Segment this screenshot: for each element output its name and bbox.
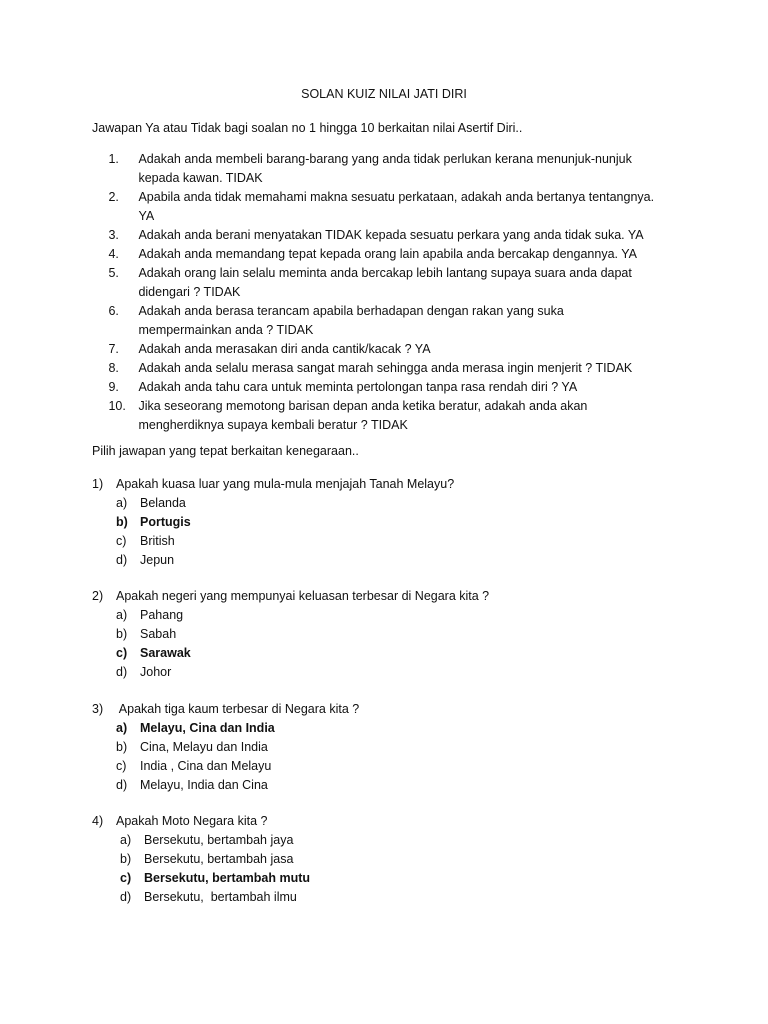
list-item-number: 9. <box>108 380 119 394</box>
section2-heading: Pilih jawapan yang tepat berkaitan kenegaraan.. <box>92 444 359 458</box>
option-text: Cina, Melayu dan India <box>140 740 268 754</box>
question-block-4 <box>92 812 712 907</box>
option-text: Bersekutu, bertambah ilmu <box>144 890 297 904</box>
option-label: d) <box>116 778 128 792</box>
question-number: 1) <box>92 477 104 491</box>
option-label: c) <box>120 871 132 885</box>
intro-text: Jawapan Ya atau Tidak bagi soalan no 1 hingga 10 berkaitan nilai Asertif Diri.. <box>92 121 523 135</box>
answer-option <box>92 850 712 869</box>
option-label: a) <box>116 496 128 510</box>
assertive-question-list <box>92 150 692 435</box>
question-block-2 <box>92 587 712 682</box>
option-text: Jepun <box>140 553 175 567</box>
option-text: Belanda <box>140 496 186 510</box>
question-number: 4) <box>92 814 104 828</box>
list-item-text: kepada kawan. TIDAK <box>138 171 263 185</box>
list-item <box>92 340 692 359</box>
list-item-text: mengherdiknya supaya kembali beratur ? TIDAK <box>138 418 408 432</box>
answer-option <box>92 532 712 551</box>
option-label: b) <box>120 852 132 866</box>
question-number: 3) <box>92 702 104 716</box>
question-text: Apakah kuasa luar yang mula-mula menjajah Tanah Melayu? <box>116 477 455 491</box>
option-label: a) <box>120 833 132 847</box>
question-text: Apakah tiga kaum terbesar di Negara kita ? <box>116 702 360 716</box>
list-item <box>92 264 692 302</box>
list-item <box>92 245 692 264</box>
list-item <box>92 378 692 397</box>
list-item-text: didengari ? TIDAK <box>138 285 241 299</box>
list-item-text: mempermainkan anda ? TIDAK <box>138 323 314 337</box>
question-heading <box>92 812 712 831</box>
option-label: d) <box>116 553 128 567</box>
question-heading <box>92 475 712 494</box>
option-label: c) <box>116 534 127 548</box>
option-label: d) <box>116 665 128 679</box>
option-text: Melayu, Cina dan India <box>140 721 275 735</box>
option-text: British <box>140 534 175 548</box>
list-item <box>92 359 692 378</box>
list-item-text: Adakah anda tahu cara untuk meminta pertolongan tanpa rasa rendah diri ? YA <box>138 380 578 394</box>
list-item-number: 5. <box>108 266 119 280</box>
question-block-1 <box>92 475 712 570</box>
option-label: a) <box>116 721 128 735</box>
option-text: Sabah <box>140 627 177 641</box>
list-item <box>92 188 692 226</box>
question-heading <box>92 587 712 606</box>
list-item <box>92 397 692 435</box>
correct-option <box>92 513 712 532</box>
list-item-text: Adakah anda berani menyatakan TIDAK kepada sesuatu perkara yang anda tidak suka. YA <box>138 228 644 242</box>
answer-option <box>92 831 712 850</box>
correct-option <box>92 719 712 738</box>
option-text: India , Cina dan Melayu <box>140 759 272 773</box>
answer-option <box>92 888 712 907</box>
question-text: Apakah Moto Negara kita ? <box>116 814 268 828</box>
question-heading <box>92 700 712 719</box>
answer-option <box>92 625 712 644</box>
option-label: a) <box>116 608 128 622</box>
answer-option <box>92 757 712 776</box>
question-block-3 <box>92 700 712 795</box>
option-text: Portugis <box>140 515 191 529</box>
list-item-number: 3. <box>108 228 119 242</box>
list-item <box>92 302 692 340</box>
list-item-text: Jika seseorang memotong barisan depan anda ketika beratur, adakah anda akan <box>138 399 588 413</box>
answer-option <box>92 776 712 795</box>
list-item <box>92 150 692 188</box>
option-label: b) <box>116 627 128 641</box>
option-text: Bersekutu, bertambah jasa <box>144 852 294 866</box>
list-item <box>92 226 692 245</box>
option-text: Johor <box>140 665 172 679</box>
option-label: b) <box>116 515 128 529</box>
answer-option <box>92 551 712 570</box>
list-item-number: 10. <box>108 399 126 413</box>
question-text: Apakah negeri yang mempunyai keluasan terbesar di Negara kita ? <box>116 589 490 603</box>
list-item-number: 7. <box>108 342 119 356</box>
correct-option <box>92 644 712 663</box>
list-item-text: Adakah anda merasakan diri anda cantik/kacak ? YA <box>138 342 431 356</box>
list-item-number: 2. <box>108 190 119 204</box>
option-text: Melayu, India dan Cina <box>140 778 268 792</box>
list-item-text: Adakah anda membeli barang-barang yang anda tidak perlukan kerana menunjuk-nunjuk <box>138 152 632 166</box>
list-item-text: Adakah orang lain selalu meminta anda bercakap lebih lantang supaya suara anda dapat <box>138 266 632 280</box>
question-number: 2) <box>92 589 104 603</box>
list-item-number: 8. <box>108 361 119 375</box>
option-label: b) <box>116 740 128 754</box>
option-text: Bersekutu, bertambah mutu <box>144 871 311 885</box>
list-item-text: Apabila anda tidak memahami makna sesuatu perkataan, adakah anda bertanya tentangnya. <box>138 190 655 204</box>
list-item-text: Adakah anda berasa terancam apabila berhadapan dengan rakan yang suka <box>138 304 564 318</box>
list-item-number: 1. <box>108 152 119 166</box>
option-text: Sarawak <box>140 646 191 660</box>
option-text: Bersekutu, bertambah jaya <box>144 833 294 847</box>
list-item-number: 4. <box>108 247 119 261</box>
list-item-text: Adakah anda selalu merasa sangat marah sehingga anda merasa ingin menjerit ? TIDAK <box>138 361 633 375</box>
correct-option <box>92 869 712 888</box>
document-title: SOLAN KUIZ NILAI JATI DIRI <box>301 87 467 101</box>
answer-option <box>92 738 712 757</box>
option-text: Pahang <box>140 608 184 622</box>
option-label: d) <box>120 890 132 904</box>
answer-option <box>92 606 712 625</box>
option-label: c) <box>116 759 127 773</box>
list-item-text: YA <box>138 209 155 223</box>
answer-option <box>92 494 712 513</box>
option-label: c) <box>116 646 128 660</box>
answer-option <box>92 663 712 682</box>
list-item-text: Adakah anda memandang tepat kepada orang lain apabila anda bercakap dengannya. YA <box>138 247 637 261</box>
list-item-number: 6. <box>108 304 119 318</box>
